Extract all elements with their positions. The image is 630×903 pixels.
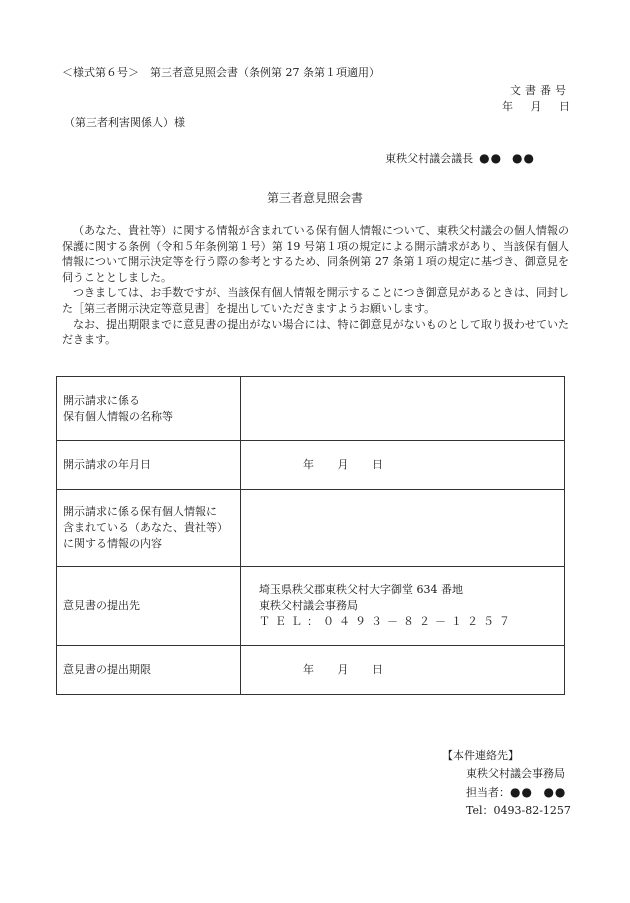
- body-paragraph-3: なお、提出期限までに意見書の提出がない場合には、特に御意見がないものとして取り扱わせていただきます。: [62, 317, 569, 347]
- sender: [385, 150, 535, 166]
- table-row-submission-destination: [57, 567, 565, 646]
- label-line: 含まれている（あなた、貴社等）: [63, 521, 228, 534]
- document-number-label: 文書番号: [510, 84, 570, 97]
- label-line: 開示請求に係る: [63, 393, 140, 407]
- contact-person: [442, 783, 571, 802]
- table-label-request-date: 開示請求の年月日: [57, 441, 241, 490]
- table-label-item-name: [57, 377, 241, 441]
- document-title: 第三者意見照会書: [266, 191, 363, 205]
- info-table: [56, 376, 565, 695]
- destination-office: 東秩父村議会事務局: [259, 599, 358, 612]
- table-label-submission-deadline: 意見書の提出期限: [57, 646, 241, 695]
- label-line: に関する情報の内容: [63, 537, 162, 550]
- contact-office: 東秩父村議会事務局: [466, 767, 565, 780]
- body-paragraph-1: （あなた、貴社等）に関する情報が含まれている保有個人情報について、東秩父村議会の個人情報の保護に関する条例（令和５年条例第１号）第 19 号第１項の規定による開示請求があり、当該保有個人情報について開示決定等を行う際の参考とするため、同条例第 27 条第１項の規定に基づき、御意見を伺うこととしました。: [62, 224, 569, 284]
- document-date-label: 年 月 日: [502, 100, 570, 113]
- table-label-submission-destination: 意見書の提出先: [57, 567, 241, 646]
- table-value-submission-destination: [241, 567, 565, 646]
- form-label: ＜様式第６号＞ 第三者意見照会書（条例第 27 条第１項適用）: [62, 66, 380, 79]
- body-paragraph-2: つきましては、お手数ですが、当該保有個人情報を開示することにつき御意見があるときは、同封した［第三者開示決定等意見書］を提出していただきますようお願いします。: [62, 286, 569, 315]
- contact-block: [442, 747, 571, 820]
- label-line: 開示請求に係る保有個人情報に: [63, 505, 217, 518]
- contact-heading: 【本件連絡先】: [442, 749, 519, 762]
- sender-name-mask-2: ●●: [512, 151, 535, 165]
- addressee: （第三者利害関係人）様: [64, 116, 185, 129]
- table-row-submission-deadline: [57, 646, 565, 695]
- contact-tel: Tel：0493-82-1257: [466, 804, 571, 817]
- sender-title: 東秩父村議会議長: [385, 152, 474, 165]
- label-line: 保有個人情報の名称等: [63, 409, 173, 423]
- body-text: [62, 223, 569, 348]
- table-value-info-content[interactable]: [241, 490, 565, 567]
- table-row-item-name: [57, 377, 565, 441]
- sender-name-mask-1: ●●: [479, 151, 503, 165]
- table-row-request-date: [57, 441, 565, 490]
- table-label-info-content: [57, 490, 241, 567]
- contact-person-mask-1: ●●: [510, 785, 533, 799]
- destination-tel: ＴＥＬ：０４９３－８２－１２５７: [259, 615, 515, 628]
- contact-person-mask-2: ●●: [543, 785, 567, 799]
- contact-person-label: 担当者：: [466, 786, 510, 799]
- table-value-submission-deadline[interactable]: 年 月 日: [241, 646, 565, 695]
- destination-address: 埼玉県秩父郡東秩父村大字御堂 634 番地: [259, 583, 463, 596]
- table-row-info-content: [57, 490, 565, 567]
- table-value-request-date[interactable]: 年 月 日: [241, 441, 565, 490]
- table-value-item-name[interactable]: [241, 377, 565, 441]
